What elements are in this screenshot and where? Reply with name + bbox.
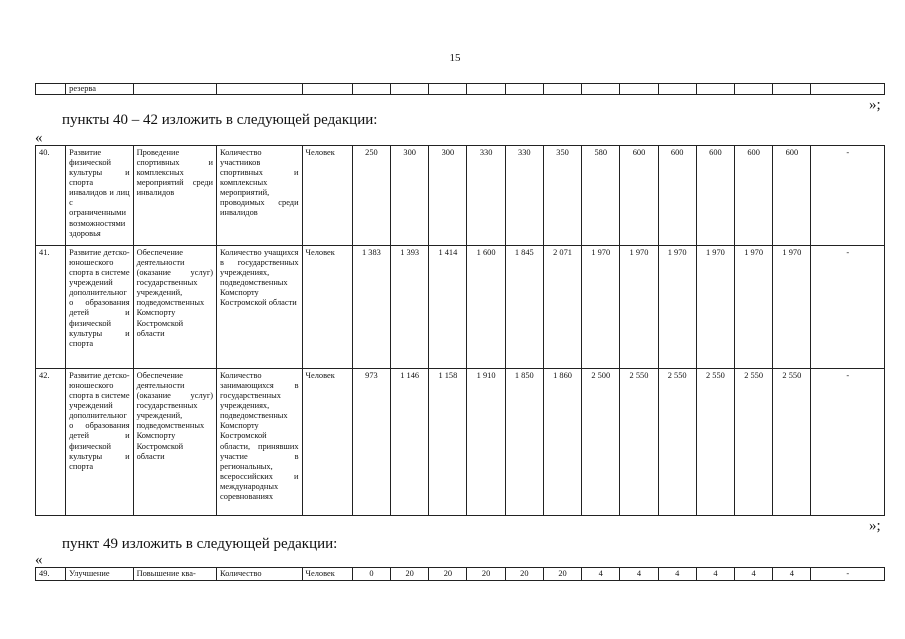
cell-last: - (811, 246, 885, 369)
cell-unit: Человек (302, 146, 352, 246)
cell-value: 350 (543, 146, 581, 246)
cell-value: 20 (467, 568, 505, 581)
cell-value: 2 550 (735, 369, 773, 516)
cell-name: Развитие детско-юношеского спорта в системе учреждений дополнительного образования детей и физической культуры и спорта (66, 246, 133, 369)
cell-last: - (811, 568, 885, 581)
cell-value: 1 600 (467, 246, 505, 369)
cell-value: 4 (735, 568, 773, 581)
cell-last: - (811, 146, 885, 246)
table-row (36, 84, 885, 95)
cell-value: 1 158 (429, 369, 467, 516)
table-row-49 (35, 567, 885, 581)
opening-quote-2: « (35, 552, 43, 568)
cell-value: 1 970 (773, 246, 811, 369)
cell-value: 600 (658, 146, 696, 246)
cell-unit: Человек (302, 369, 352, 516)
cell-value: 4 (696, 568, 734, 581)
cell-value: 600 (735, 146, 773, 246)
cell-name: Улучшение (66, 568, 133, 581)
cell-event: Обеспечение деятельности (оказание услуг) государственных учреждений, подведомственных Комспорту Костромской области (133, 369, 216, 516)
closing-quote-2: »; (869, 518, 881, 534)
cell-value: 2 550 (773, 369, 811, 516)
cell-value: 330 (505, 146, 543, 246)
cell-value: 1 383 (352, 246, 390, 369)
table-row (36, 146, 885, 246)
cell-value: 2 550 (696, 369, 734, 516)
cell-value: 1 393 (391, 246, 429, 369)
cell-unit: Человек (302, 246, 352, 369)
cell-indicator: Количество занимающихся в государственных учреждениях, подведомственных Комспорту Костромской области, принявших участие в региональных, всероссийских и международных соревнованиях (217, 369, 303, 516)
cell-reserve: резерва (66, 84, 133, 95)
cell-value: 300 (429, 146, 467, 246)
paragraph-2: пункт 49 изложить в следующей редакции: (62, 536, 338, 552)
cell-value: 1 970 (658, 246, 696, 369)
table-row (36, 568, 885, 581)
row-number: 41. (36, 246, 66, 369)
cell-value: 2 550 (658, 369, 696, 516)
cell-indicator: Количество учащихся в государственных учреждениях, подведомственных Комспорту Костромской области (217, 246, 303, 369)
cell-indicator: Количество (217, 568, 303, 581)
cell-value: 20 (429, 568, 467, 581)
closing-quote-1: »; (869, 97, 881, 113)
cell-value: 1 146 (391, 369, 429, 516)
row-number: 42. (36, 369, 66, 516)
cell-value: 1 970 (582, 246, 620, 369)
cell-value: 250 (352, 146, 390, 246)
cell-value: 20 (391, 568, 429, 581)
cell-value: 4 (773, 568, 811, 581)
cell-value: 330 (467, 146, 505, 246)
opening-quote-1: « (35, 130, 43, 146)
cell-value: 600 (620, 146, 658, 246)
cell-value: 300 (391, 146, 429, 246)
table-top-fragment (35, 83, 885, 95)
table-row (36, 246, 885, 369)
cell-unit: Человек (302, 568, 352, 581)
cell-value: 600 (696, 146, 734, 246)
cell-value: 1 970 (696, 246, 734, 369)
main-table (35, 145, 885, 516)
cell-value: 2 500 (582, 369, 620, 516)
cell-value: 1 850 (505, 369, 543, 516)
cell-name: Развитие детско-юношеского спорта в системе учреждений дополнительного образования детей и физической культуры и спорта (66, 369, 133, 516)
cell-value: 2 550 (620, 369, 658, 516)
cell-value: 580 (582, 146, 620, 246)
cell-value: 0 (352, 568, 390, 581)
cell-value: 1 970 (620, 246, 658, 369)
cell-value: 4 (620, 568, 658, 581)
cell-value: 973 (352, 369, 390, 516)
page-number: 15 (449, 52, 461, 64)
cell-indicator: Количество участников спортивных и комплексных мероприятий, проводимых среди инвалидов (217, 146, 303, 246)
cell-value: 1 414 (429, 246, 467, 369)
cell-value: 20 (505, 568, 543, 581)
cell-value: 600 (773, 146, 811, 246)
cell-value: 4 (658, 568, 696, 581)
cell-event: Проведение спортивных и комплексных мероприятий среди инвалидов (133, 146, 216, 246)
table-row (36, 369, 885, 516)
cell-value: 1 845 (505, 246, 543, 369)
cell-event: Повышение ква- (133, 568, 216, 581)
row-number: 49. (36, 568, 66, 581)
cell-value: 2 071 (543, 246, 581, 369)
cell-event: Обеспечение деятельности (оказание услуг) государственных учреждений, подведомственных Комспорту Костромской области (133, 246, 216, 369)
cell-value: 1 970 (735, 246, 773, 369)
row-number: 40. (36, 146, 66, 246)
cell-name: Развитие физической культуры и спорта инвалидов и лиц с ограниченными возможностями здоровья (66, 146, 133, 246)
cell-value: 1 910 (467, 369, 505, 516)
cell-value: 20 (543, 568, 581, 581)
paragraph-1: пункты 40 – 42 изложить в следующей редакции: (62, 112, 378, 128)
cell-value: 4 (582, 568, 620, 581)
cell-last: - (811, 369, 885, 516)
cell-value: 1 860 (543, 369, 581, 516)
